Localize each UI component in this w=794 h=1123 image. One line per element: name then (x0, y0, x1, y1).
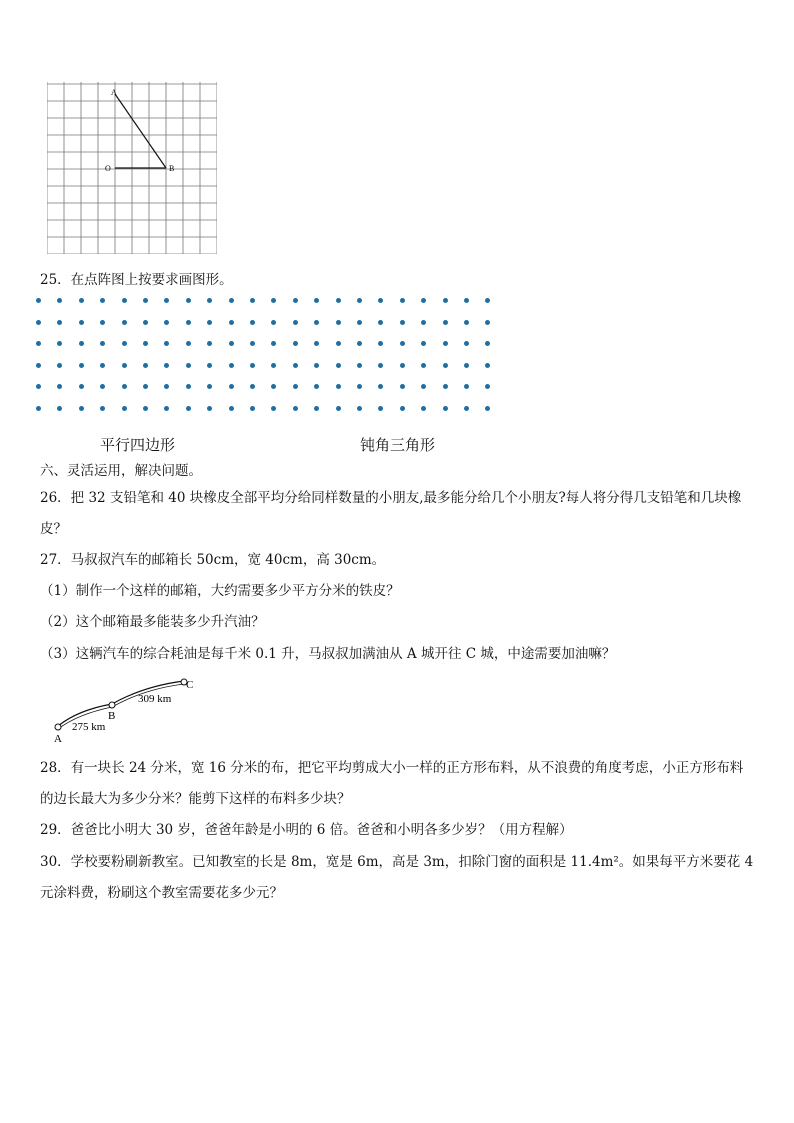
grid-dot[interactable] (314, 406, 319, 411)
grid-dot[interactable] (464, 341, 469, 346)
grid-dot[interactable] (207, 363, 212, 368)
grid-dot[interactable] (271, 320, 276, 325)
question-25: 25．在点阵图上按要求画图形。 (40, 272, 233, 288)
grid-dot[interactable] (400, 406, 405, 411)
grid-dot[interactable] (250, 320, 255, 325)
grid-dot[interactable] (378, 363, 383, 368)
grid-dot[interactable] (164, 384, 169, 389)
question-27-sub2: （2）这个邮箱最多能装多少升汽油？ (40, 614, 265, 630)
grid-dot[interactable] (207, 384, 212, 389)
grid-dot[interactable] (250, 363, 255, 368)
grid-dot[interactable] (293, 320, 298, 325)
grid-dot[interactable] (186, 298, 191, 303)
route-diagram (48, 674, 208, 746)
grid-dot[interactable] (336, 341, 341, 346)
grid-dot[interactable] (271, 363, 276, 368)
section-6-title: 六、灵活运用，解决问题。 (40, 463, 202, 479)
grid-dot[interactable] (207, 320, 212, 325)
grid-dot[interactable] (250, 341, 255, 346)
grid-dot[interactable] (357, 363, 362, 368)
grid-dot[interactable] (79, 320, 84, 325)
question-26-line2: 皮？ (40, 521, 67, 537)
grid-dot[interactable] (36, 363, 41, 368)
grid-dot[interactable] (143, 406, 148, 411)
grid-dot[interactable] (186, 406, 191, 411)
grid-dot[interactable] (443, 384, 448, 389)
grid-dot[interactable] (443, 363, 448, 368)
grid-figure (47, 82, 217, 254)
grid-dot[interactable] (485, 384, 490, 389)
question-27-sub3: （3）这辆汽车的综合耗油是每千米 0.1 升，马叔叔加满油从 A 城开往 C 城，中途需要加油嘛？ (40, 646, 616, 662)
grid-dot[interactable] (271, 406, 276, 411)
route-dist-ab: 275 km (72, 721, 106, 733)
grid-dot[interactable] (421, 341, 426, 346)
grid-dot[interactable] (229, 298, 234, 303)
grid-dot[interactable] (100, 320, 105, 325)
grid-dot[interactable] (143, 384, 148, 389)
grid-dot[interactable] (400, 341, 405, 346)
grid-dot[interactable] (464, 320, 469, 325)
grid-dot[interactable] (314, 384, 319, 389)
grid-dot[interactable] (378, 406, 383, 411)
grid-dot[interactable] (250, 406, 255, 411)
grid-dot[interactable] (143, 298, 148, 303)
route-label-c: C (186, 679, 194, 691)
grid-dot[interactable] (57, 320, 62, 325)
grid-dot[interactable] (421, 363, 426, 368)
grid-dot[interactable] (229, 384, 234, 389)
point-b (109, 702, 115, 708)
grid-dot[interactable] (207, 341, 212, 346)
grid-dot[interactable] (357, 384, 362, 389)
grid-dot[interactable] (229, 320, 234, 325)
grid-dot[interactable] (464, 298, 469, 303)
grid-dot[interactable] (314, 320, 319, 325)
grid-dot[interactable] (79, 406, 84, 411)
grid-dot[interactable] (143, 320, 148, 325)
grid-dot[interactable] (485, 406, 490, 411)
grid-dot[interactable] (229, 363, 234, 368)
grid-dot[interactable] (207, 298, 212, 303)
question-29: 29．爸爸比小明大 30 岁，爸爸年龄是小明的 6 倍。爸爸和小明各多少岁？（用方程解） (40, 822, 573, 838)
label-o: O (105, 164, 111, 173)
grid-dot[interactable] (122, 384, 127, 389)
grid-dot[interactable] (400, 363, 405, 368)
grid-dot[interactable] (336, 406, 341, 411)
grid-dot[interactable] (357, 320, 362, 325)
grid-dot[interactable] (443, 298, 448, 303)
grid-dot[interactable] (293, 363, 298, 368)
grid-dot[interactable] (100, 298, 105, 303)
grid-dot[interactable] (36, 406, 41, 411)
grid-dot[interactable] (57, 406, 62, 411)
grid-dot[interactable] (122, 341, 127, 346)
grid-dot[interactable] (57, 298, 62, 303)
grid-dot[interactable] (164, 298, 169, 303)
question-28-line2: 的边长最大为多少分米？能剪下这样的布料多少块？ (40, 791, 351, 807)
grid-dot[interactable] (164, 320, 169, 325)
grid-dot[interactable] (250, 298, 255, 303)
question-28-line1: 28．有一块长 24 分米，宽 16 分米的布，把它平均剪成大小一样的正方形布料，从不浪费的角度考虑，小正方形布料 (40, 760, 744, 776)
grid-dot[interactable] (314, 363, 319, 368)
segment-ab (115, 94, 166, 168)
grid-dot[interactable] (122, 406, 127, 411)
grid-dot[interactable] (186, 384, 191, 389)
route-label-b: B (108, 710, 116, 722)
grid-dot[interactable] (100, 406, 105, 411)
grid-dot[interactable] (293, 384, 298, 389)
point-a (55, 724, 61, 730)
grid-dot[interactable] (36, 298, 41, 303)
question-30-line1: 30．学校要粉刷新教室。已知教室的长是 8m，宽是 6m，高是 3m，扣除门窗的面积是 11.4m²。如果每平方米要花 4 (40, 854, 754, 870)
route-dist-bc: 309 km (138, 693, 172, 705)
grid-dot[interactable] (421, 384, 426, 389)
grid-dot[interactable] (336, 363, 341, 368)
caption-obtuse-triangle: 钝角三角形 (360, 436, 436, 454)
grid-dot[interactable] (271, 298, 276, 303)
grid-dot[interactable] (336, 384, 341, 389)
grid-dot[interactable] (79, 298, 84, 303)
grid-dot[interactable] (400, 298, 405, 303)
grid-dot[interactable] (100, 363, 105, 368)
grid-dot[interactable] (100, 341, 105, 346)
grid-dot[interactable] (378, 384, 383, 389)
grid-dot[interactable] (122, 363, 127, 368)
grid-dot[interactable] (36, 320, 41, 325)
grid-dot[interactable] (293, 298, 298, 303)
grid-dot[interactable] (143, 363, 148, 368)
grid-dot[interactable] (207, 406, 212, 411)
grid-dot[interactable] (378, 320, 383, 325)
grid-dot[interactable] (336, 298, 341, 303)
grid-dot[interactable] (421, 406, 426, 411)
grid-dot[interactable] (485, 341, 490, 346)
grid-dot[interactable] (314, 341, 319, 346)
grid-dot[interactable] (443, 341, 448, 346)
grid-dot[interactable] (36, 384, 41, 389)
grid-dot[interactable] (186, 320, 191, 325)
dot-grid[interactable] (36, 298, 516, 423)
grid-dot[interactable] (421, 320, 426, 325)
grid-dot[interactable] (421, 298, 426, 303)
grid-dot[interactable] (443, 320, 448, 325)
grid-dot[interactable] (164, 406, 169, 411)
grid-dot[interactable] (336, 320, 341, 325)
grid-dot[interactable] (229, 406, 234, 411)
question-27-sub1: （1）制作一个这样的邮箱，大约需要多少平方分米的铁皮？ (40, 583, 400, 599)
grid-dot[interactable] (464, 406, 469, 411)
grid-dot[interactable] (464, 384, 469, 389)
question-26-line1: 26．把 32 支铅笔和 40 块橡皮全部平均分给同样数量的小朋友,最多能分给几个小朋友?每人将分得几支铅笔和几块橡 (40, 490, 742, 506)
grid-dot[interactable] (186, 363, 191, 368)
grid-dot[interactable] (271, 384, 276, 389)
question-30-line2: 元涂料费，粉刷这个教室需要花多少元？ (40, 885, 283, 901)
grid-dot[interactable] (400, 384, 405, 389)
grid-dot[interactable] (485, 363, 490, 368)
grid-dot[interactable] (293, 341, 298, 346)
grid-dot[interactable] (250, 384, 255, 389)
grid-dot[interactable] (378, 341, 383, 346)
label-a: A (111, 88, 117, 97)
caption-parallelogram: 平行四边形 (100, 436, 176, 454)
label-b: B (169, 164, 175, 173)
grid-dot[interactable] (464, 363, 469, 368)
grid-dot[interactable] (357, 341, 362, 346)
question-27-stem: 27．马叔叔汽车的邮箱长 50cm，宽 40cm，高 30cm。 (40, 552, 386, 568)
grid-dot[interactable] (79, 384, 84, 389)
grid-dot[interactable] (57, 341, 62, 346)
grid-dot[interactable] (378, 298, 383, 303)
grid-dot[interactable] (164, 363, 169, 368)
grid-dot[interactable] (357, 406, 362, 411)
grid-dot[interactable] (357, 298, 362, 303)
grid-dot[interactable] (293, 406, 298, 411)
grid-dot[interactable] (229, 341, 234, 346)
grid-dot[interactable] (186, 341, 191, 346)
grid-dot[interactable] (314, 298, 319, 303)
grid-dot[interactable] (443, 406, 448, 411)
route-label-a: A (54, 733, 62, 745)
grid-dot[interactable] (271, 341, 276, 346)
grid-dot[interactable] (79, 363, 84, 368)
grid-dot[interactable] (485, 298, 490, 303)
grid-dot[interactable] (164, 341, 169, 346)
grid-dot[interactable] (122, 298, 127, 303)
grid-dot[interactable] (57, 363, 62, 368)
grid-dot[interactable] (36, 341, 41, 346)
grid-dot[interactable] (57, 384, 62, 389)
grid-dot[interactable] (400, 320, 405, 325)
grid-dot[interactable] (79, 341, 84, 346)
grid-dot[interactable] (485, 320, 490, 325)
grid-dot[interactable] (122, 320, 127, 325)
grid-dot[interactable] (143, 341, 148, 346)
grid-dot[interactable] (100, 384, 105, 389)
